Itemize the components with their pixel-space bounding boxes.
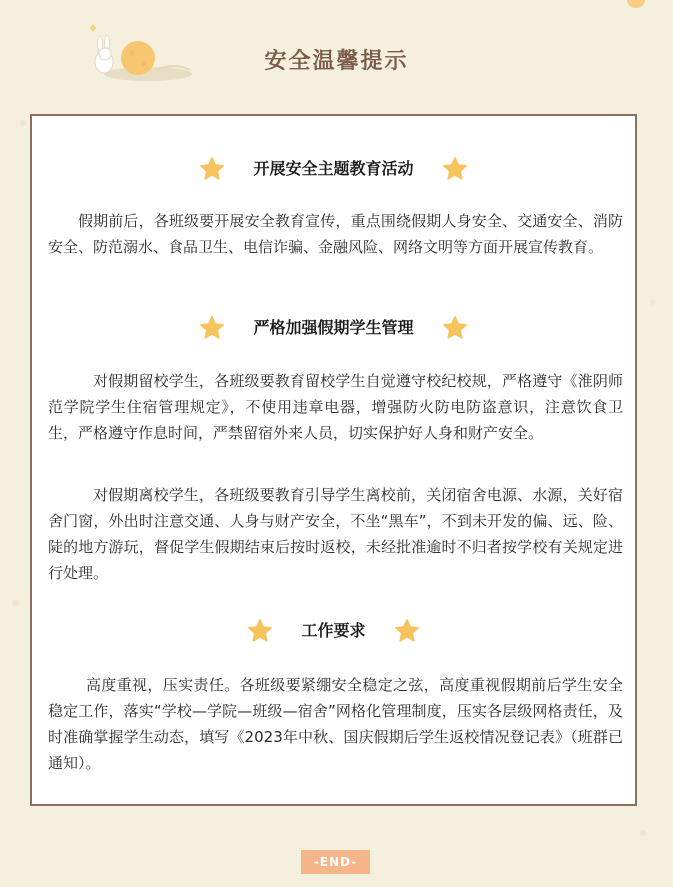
moon-edge-decoration [627,0,645,8]
section-heading-education [32,152,635,186]
star-icon [442,156,468,182]
section-title: 严格加强假期学生管理 [249,316,417,340]
star-icon [199,156,225,182]
paragraph: 高度重视，压实责任。各班级要紧绷安全稳定之弦，高度重视假期前后学生安全稳定工作，落实“学校—学院—班级—宿舍”网格化管理制度，压实各层级网格责任，及时准确掌握学生动态，填写《2023年中秋、国庆假期后学生返校情况登记表》（班群已通知）。 [48,676,623,772]
section-title: 开展安全主题教育活动 [249,157,417,181]
background-dot [20,120,26,126]
section-heading-management [32,311,635,345]
background-dot [650,300,655,305]
background-dot [640,830,646,836]
star-icon [247,618,273,644]
star-icon [442,315,468,341]
paragraph: 假期前后，各班级要开展安全教育宣传，重点围绕假期人身安全、交通安全、消防安全、防范溺水、食品卫生、电信诈骗、金融风险、网络文明等方面开展宣传教育。 [48,212,623,256]
paragraph: 对假期离校学生，各班级要教育引导学生离校前，关闭宿舍电源、水源，关好宿舍门窗，外出时注意交通、人身与财产安全，不坐“黑车”，不到未开发的偏、远、险、陡的地方游玩，督促学生假期结束后按时返校，未经批准逾时不归者按学校有关规定进行处理。 [48,486,623,582]
section-title: 工作要求 [297,619,369,643]
end-badge: -END- [301,850,370,874]
star-icon [199,315,225,341]
paragraph: 对假期留校学生，各班级要教育留校学生自觉遵守校纪校规，严格遵守《淮阴师范学院学生住宿管理规定》，不使用违章电器，增强防火防电防盗意识，注意饮食卫生，严格遵守作息时间，严禁留宿外来人员，切实保护好人身和财产安全。 [48,372,623,442]
content-card [30,114,637,806]
background-dot [12,600,19,607]
page-title: 安全温馨提示 [264,49,409,74]
section-heading-requirements [32,614,635,648]
star-icon [394,618,420,644]
